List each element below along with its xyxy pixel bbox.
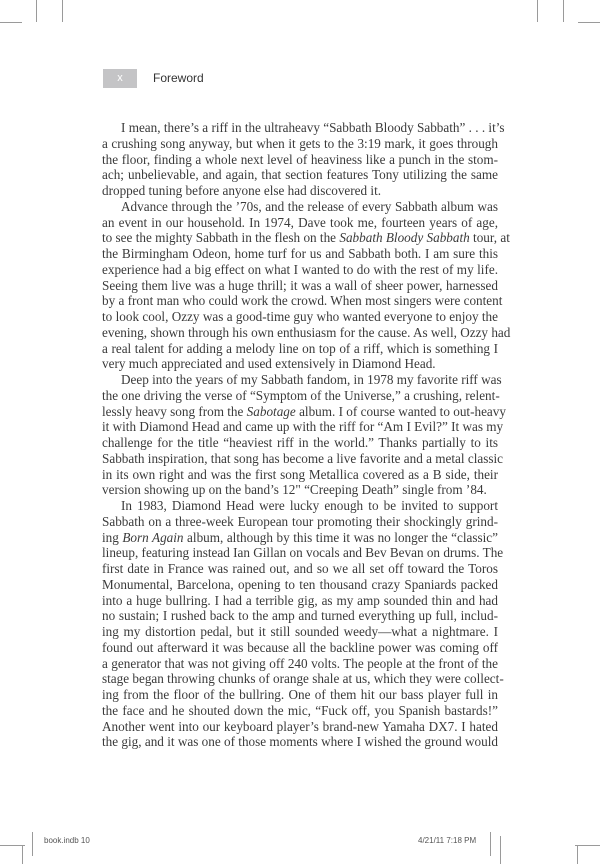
text-line: a real talent for adding a melody line on top of a riff, which is something I bbox=[102, 340, 498, 356]
text-line: ach; unbelievable, and again, that section features Tony utilizing the same bbox=[102, 167, 498, 183]
crop-mark bbox=[537, 0, 538, 22]
crop-mark bbox=[22, 846, 23, 864]
crop-mark bbox=[36, 0, 37, 22]
text-line: an event in our household. In 1974, Dave took me, fourteen years of age, bbox=[102, 214, 498, 230]
text-line: Another went into our keyboard player’s brand-new Yamaha DX7. I hated bbox=[102, 718, 498, 734]
text-line: Sabbath on a three-week European tour promoting their shockingly grind- bbox=[102, 513, 498, 529]
text-line: the face and he shouted down the mic, “Fuck off, you Spanish bastards!” bbox=[102, 702, 498, 718]
text-line: Deep into the years of my Sabbath fandom, in 1978 my favorite riff was bbox=[121, 372, 502, 387]
text-line: the gig, and it was one of those moments where I wished the ground would bbox=[102, 734, 498, 750]
text-line: found out afterward it was because all the backline power was coming off bbox=[102, 639, 498, 655]
text-line: in its own right and was the first song Metallica covered as a B side, their bbox=[102, 466, 498, 482]
text-line: version showing up on the band’s 12" “Creeping Death” single from ’84. bbox=[102, 482, 487, 498]
text-line: stage began throwing chunks of orange shale at us, which they were collect- bbox=[102, 671, 504, 687]
crop-mark bbox=[500, 836, 501, 864]
page-number: x bbox=[103, 69, 137, 88]
text-line: the Birmingham Odeon, home turf for us and Sabbath both. I am sure this bbox=[102, 246, 498, 261]
text-line: experience had a big effect on what I wanted to do with the rest of my life. bbox=[102, 261, 498, 277]
text-line: Monumental, Barcelona, opening to ten thousand crazy Spaniards packed bbox=[102, 576, 498, 592]
crop-mark bbox=[32, 832, 33, 856]
text-line: the one driving the verse of “Symptom of the Universe,” a crushing, relent- bbox=[102, 387, 500, 403]
crop-mark bbox=[575, 845, 600, 846]
text-line: Sabbath inspiration, that song has become a live favorite and a metal classic bbox=[102, 450, 503, 466]
text-line: challenge for the title “heaviest riff in the world.” Thanks partially to its bbox=[102, 435, 498, 450]
crop-mark bbox=[577, 846, 578, 864]
text-line: into a huge bullring. I had a terrible gig, as my amp sounded thin and had bbox=[102, 592, 498, 608]
text-line: Seeing them live was a huge thrill; it was a wall of sheer power, harnessed bbox=[102, 277, 498, 293]
text-line: first date in France was rained out, and so we all set off toward the Toros bbox=[102, 561, 498, 576]
text-line: Advance through the ’70s, and the release of every Sabbath album was bbox=[121, 198, 498, 214]
text-line: to look cool, Ozzy was a good-time guy who wanted everyone to enjoy the bbox=[102, 309, 498, 324]
crop-mark bbox=[490, 832, 491, 856]
text-line: ing Born Again album, although by this time it was no longer the “classic” bbox=[102, 529, 498, 545]
crop-mark bbox=[578, 22, 600, 23]
crop-mark bbox=[0, 22, 22, 23]
crop-mark bbox=[563, 0, 564, 22]
text-line: a crushing song anyway, but when it gets to the 3:19 mark, it goes through bbox=[102, 135, 498, 151]
text-line: to see the mighty Sabbath in the flesh on the Sabbath Bloody Sabbath tour, at bbox=[102, 230, 510, 246]
text-line: by a front man who could work the crowd. When most singers were content bbox=[102, 293, 503, 309]
text-line: the floor, finding a whole next level of heaviness like a punch in the stom- bbox=[102, 151, 498, 167]
crop-mark bbox=[62, 0, 63, 22]
text-line: no sustain; I rushed back to the amp and turned everything up full, includ- bbox=[102, 608, 498, 624]
body-text bbox=[102, 120, 511, 750]
text-line: it with Diamond Head and came up with the riff for “Am I Evil?” It was my bbox=[102, 419, 504, 435]
text-line: lessly heavy song from the Sabotage album. I of course wanted to out-heavy bbox=[102, 403, 506, 419]
text-line: In 1983, Diamond Head were lucky enough to be invited to support bbox=[121, 498, 498, 513]
text-line: ing my distortion pedal, but it still sounded weedy—what a nightmare. I bbox=[102, 624, 498, 639]
slug-timestamp: 4/21/11 7:18 PM bbox=[418, 836, 477, 845]
text-line: a generator that was not giving off 240 volts. The people at the front of the bbox=[102, 655, 498, 671]
text-line: lineup, featuring instead Ian Gillan on vocals and Bev Bevan on drums. The bbox=[102, 545, 504, 561]
text-line: very much appreciated and used extensively in Diamond Head. bbox=[102, 356, 436, 372]
text-line: I mean, there’s a riff in the ultraheavy “Sabbath Bloody Sabbath” . . . it’s bbox=[121, 120, 505, 135]
slug-filename: book.indb 10 bbox=[44, 836, 90, 845]
text-line: dropped tuning before anyone else had discovered it. bbox=[102, 183, 382, 198]
running-head: Foreword bbox=[153, 71, 204, 85]
text-line: ing from the floor of the bullring. One of them hit our bass player full in bbox=[102, 687, 498, 702]
text-line: evening, shown through his own enthusiasm for the cause. As well, Ozzy had bbox=[102, 324, 511, 340]
